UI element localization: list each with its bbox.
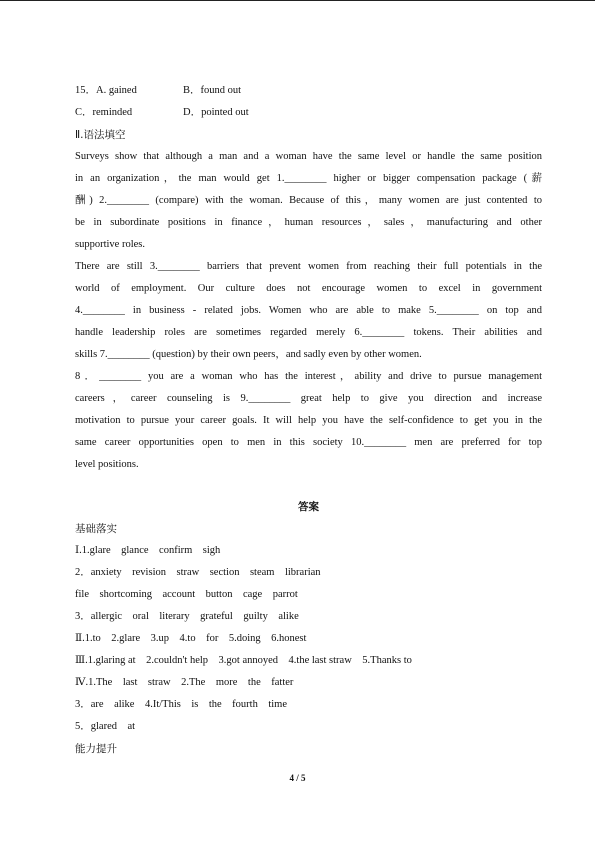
answer-line: 2．anxiety revision straw section steam librarian [75,567,321,578]
answers-subsection-title: 能力提升 [75,743,117,755]
passage-line: motivation to pursue your career goals. It will help you have the self-confidence to get you in the [75,415,542,426]
passage-line: same career opportunities open to men in this society 10.________ men are preferred for top [75,437,542,448]
options-row-1 [75,80,542,102]
header-rule [0,0,595,1]
answer-line: Ⅲ.1.glaring at 2.couldn't help 3.got annoyed 4.the last straw 5.Thanks to [75,655,412,666]
passage-line: careers，career counseling is 9.________ great help to give you direction and increase [75,393,542,404]
passage-line: supportive roles. [75,239,145,250]
answers-subsection-title: 基础落实 [75,523,117,535]
option-c: C．reminded [75,107,133,118]
passage-line: 4.________ in business - related jobs. Women who are able to make 5.________ on top and [75,305,542,316]
answer-line: 3．are alike 4.It/This is the fourth time [75,699,287,710]
option-a: 15．A. gained [75,85,137,96]
answers-title: 答案 [298,501,319,513]
exercise-content [75,80,542,476]
answers-section [75,518,542,760]
passage-line: be in subordinate positions in finance，human resources，sales，manufacturing and other [75,217,542,228]
passage-line: in an organization，the man would get 1.________ higher or bigger compensation package (薪 [75,173,542,184]
passage-line: skills 7.________ (question) by their own peers，and sadly even by other women. [75,349,422,360]
answer-line: 5．glared at [75,721,136,732]
option-b: B．found out [183,85,242,96]
answer-line: Ⅳ.1.The last straw 2.The more the fatter [75,677,294,688]
section-title: Ⅱ.语法填空 [75,129,126,141]
page-number: 4 / 5 [289,773,306,783]
passage-paragraph-1 [75,146,542,256]
option-d: D．pointed out [183,107,249,118]
answer-line: Ⅰ.1.glare glance confirm sigh [75,545,221,556]
options-row-2 [75,102,542,124]
answer-line: Ⅱ.1.to 2.glare 3.up 4.to for 5.doing 6.honest [75,633,307,644]
passage-line: level positions. [75,459,139,470]
passage-paragraph-2 [75,256,542,366]
passage-line: handle leadership roles are sometimes regarded merely 6.________ tokens. Their abilities and [75,327,542,338]
passage-line: There are still 3.________ barriers that prevent women from reaching their full potentials in the [75,261,542,272]
answer-line: 3．allergic oral literary grateful guilty alike [75,611,299,622]
passage-line: world of employment. Our culture does not encourage women to excel in government [75,283,542,294]
passage-line: Surveys show that although a man and a woman have the same level or handle the same position [75,151,542,162]
passage-line: 酬) 2.________ (compare) with the woman. Because of this，many women are just contented to [75,195,542,206]
passage-paragraph-3 [75,366,542,476]
answer-line: file shortcoming account button cage parrot [75,589,298,600]
passage-line: 8．________ you are a woman who has the interest，ability and drive to pursue management [75,371,542,382]
